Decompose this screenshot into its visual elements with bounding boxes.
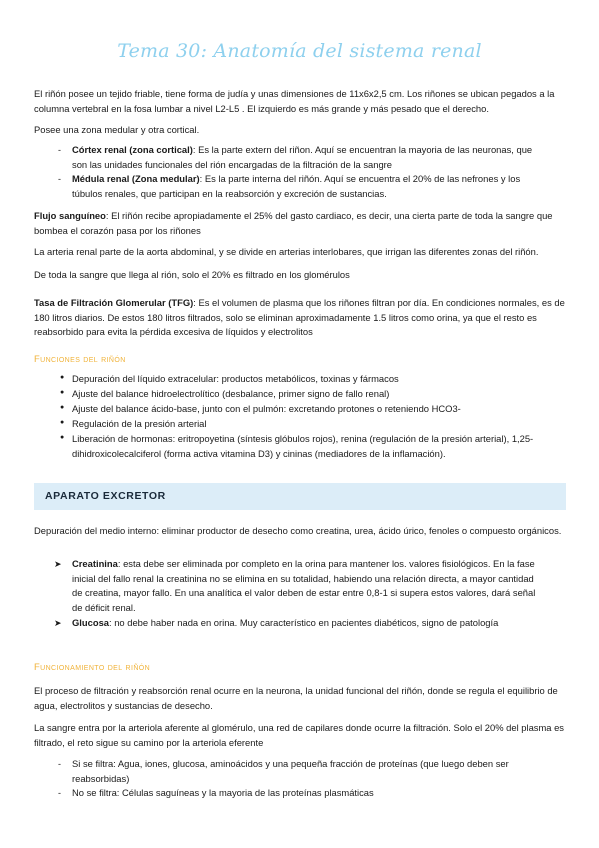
filtrado-paragraph: De toda la sangre que llega al rión, solo el 20% es filtrado en los glomérulos — [34, 269, 350, 280]
bullet-marker: ● — [60, 374, 65, 381]
tfg-paragraph — [34, 296, 569, 340]
sangre-paragraph: La sangre entra por la arteriola aferente al glomérulo, una red de capilares donde ocurre la filtración. Solo el 20% del plasma es filtrado, el reto sigue su camino por la arteriola eferente — [34, 722, 564, 748]
bullet-marker: ● — [60, 389, 65, 396]
list-item-cortex — [72, 143, 542, 172]
glucosa-text: : no debe haber nada en orina. Muy característico en pacientes diabéticos, signo de patología — [109, 617, 499, 628]
list-item-creatinina — [72, 557, 542, 615]
bullet-marker: ● — [60, 434, 65, 441]
creatinina-text: : esta debe ser eliminada por completo en la orina para mantener los. valores fisiológicos. En la fase inicial del fallo renal la creatinina no se elimina en su totalidad, habiendo una relación directa, a mayor cantidad de creatina, mayor fallo. En una analítica el valor deben de estar entre 0,8-1 si supera estos valores, dará señal de déficit renal. — [72, 558, 536, 613]
list-item: Depuración del líquido extracelular: productos metabólicos, toxinas y fármacos — [72, 373, 399, 384]
dash-marker: - — [58, 759, 61, 769]
list-item-medula — [72, 172, 542, 201]
arrow-marker: ➤ — [54, 618, 62, 628]
bullet-marker: ● — [60, 404, 65, 411]
list-item: Regulación de la presión arterial — [72, 418, 207, 429]
list-item-glucosa — [72, 616, 542, 631]
term-tfg: Tasa de Filtración Glomerular (TFG) — [34, 297, 194, 308]
arrow-marker: ➤ — [54, 559, 62, 569]
proceso-paragraph: El proceso de filtración y reabsorción renal ocurre en la neurona, la unidad funcional del riñón, donde se regula el equilibrio de agua, electrolitos y sustancias de desecho. — [34, 685, 558, 711]
list-item-si-filtra: Si se filtra: Agua, iones, glucosa, aminoácidos y una pequeña fracción de proteínas (que luego deben ser reabsorbidas) — [72, 758, 509, 784]
term-flujo: Flujo sanguíneo — [34, 210, 106, 221]
medula-text: : Es la parte interna del riñón. Aquí se encuentra el 20% de las nefrones y los túbulos renales, que participan en la reabsorción y excreción de sustancias. — [72, 173, 521, 199]
section-band-excretor — [34, 483, 566, 510]
page-title: Tema 30: Anatomía del sistema renal — [117, 40, 482, 62]
term-glucosa: Glucosa — [72, 617, 109, 628]
flujo-paragraph — [34, 209, 569, 238]
dash-marker: - — [58, 788, 61, 798]
list-item: Ajuste del balance ácido-base, junto con el pulmón: excretando protones o reteniendo HCO3- — [72, 403, 461, 414]
term-cortex: Córtex renal (zona cortical) — [72, 144, 193, 155]
term-medula: Médula renal (Zona medular) — [72, 173, 200, 184]
arteria-paragraph: La arteria renal parte de la aorta abdominal, y se divide en arterias interlobares, que irrigan las diferentes zonas del riñón. — [34, 246, 539, 257]
intro-paragraph: El riñón posee un tejido friable, tiene forma de judía y unas dimensiones de 11x6x2,5 cm. Los riñones se ubican pegados a la columna vertebral en la fosa lumbar a nivel L2-L5 . El izquierdo es más grande y más pesado que el derecho. — [34, 88, 555, 114]
term-creatinina: Creatinina — [72, 558, 118, 569]
depuracion-paragraph: Depuración del medio interno: eliminar productor de desecho como creatina, urea, ácido úrico, fenoles o compuesto orgánicos. — [34, 525, 562, 536]
dash-marker: - — [58, 174, 61, 184]
tfg-text: : Es el volumen de plasma que los riñones filtran por día. En condiciones normales, es de 180 litros diarios. De estos 180 litros filtrados, solo se eliminan aproximadamente 1.5 litros como orina, ya que el resto es reabsorbido para evita la pérdida excesiva de líquidos y electrolitos — [34, 297, 565, 337]
section-heading-funcionamiento: Funcionamiento del riñón — [34, 661, 151, 672]
list-item-no-filtra: No se filtra: Células saguíneas y la mayoria de las proteínas plasmáticas — [72, 787, 374, 798]
section-heading-funciones: Funciones del riñón — [34, 353, 126, 364]
list-item: Liberación de hormonas: eritropoyetina (síntesis glóbulos rojos), renina (regulación de la presión arterial), 1,25-dihidroxicolecalciferol (forma activa vitamina D3) y cininas (mediadores de la inflamación). — [72, 433, 534, 459]
cortex-text: : Es la parte extern del riñon. Aquí se encuentran la mayoria de las neuronas, que son las unidades funcionales del rión encargadas de la filtración de la sangre — [72, 144, 533, 170]
zones-intro: Posee una zona medular y otra cortical. — [34, 124, 200, 135]
list-item: Ajuste del balance hidroelectrolítico (desbalance, primer signo de fallo renal) — [72, 388, 390, 399]
bullet-marker: ● — [60, 419, 65, 426]
dash-marker: - — [58, 145, 61, 155]
flujo-text: : El riñón recibe apropiadamente el 25% del gasto cardiaco, es decir, una cierta parte de toda la sangre que bombea el corazón pasa por los riñones — [34, 210, 553, 236]
section-heading-excretor: APARATO EXCRETOR — [45, 490, 166, 502]
